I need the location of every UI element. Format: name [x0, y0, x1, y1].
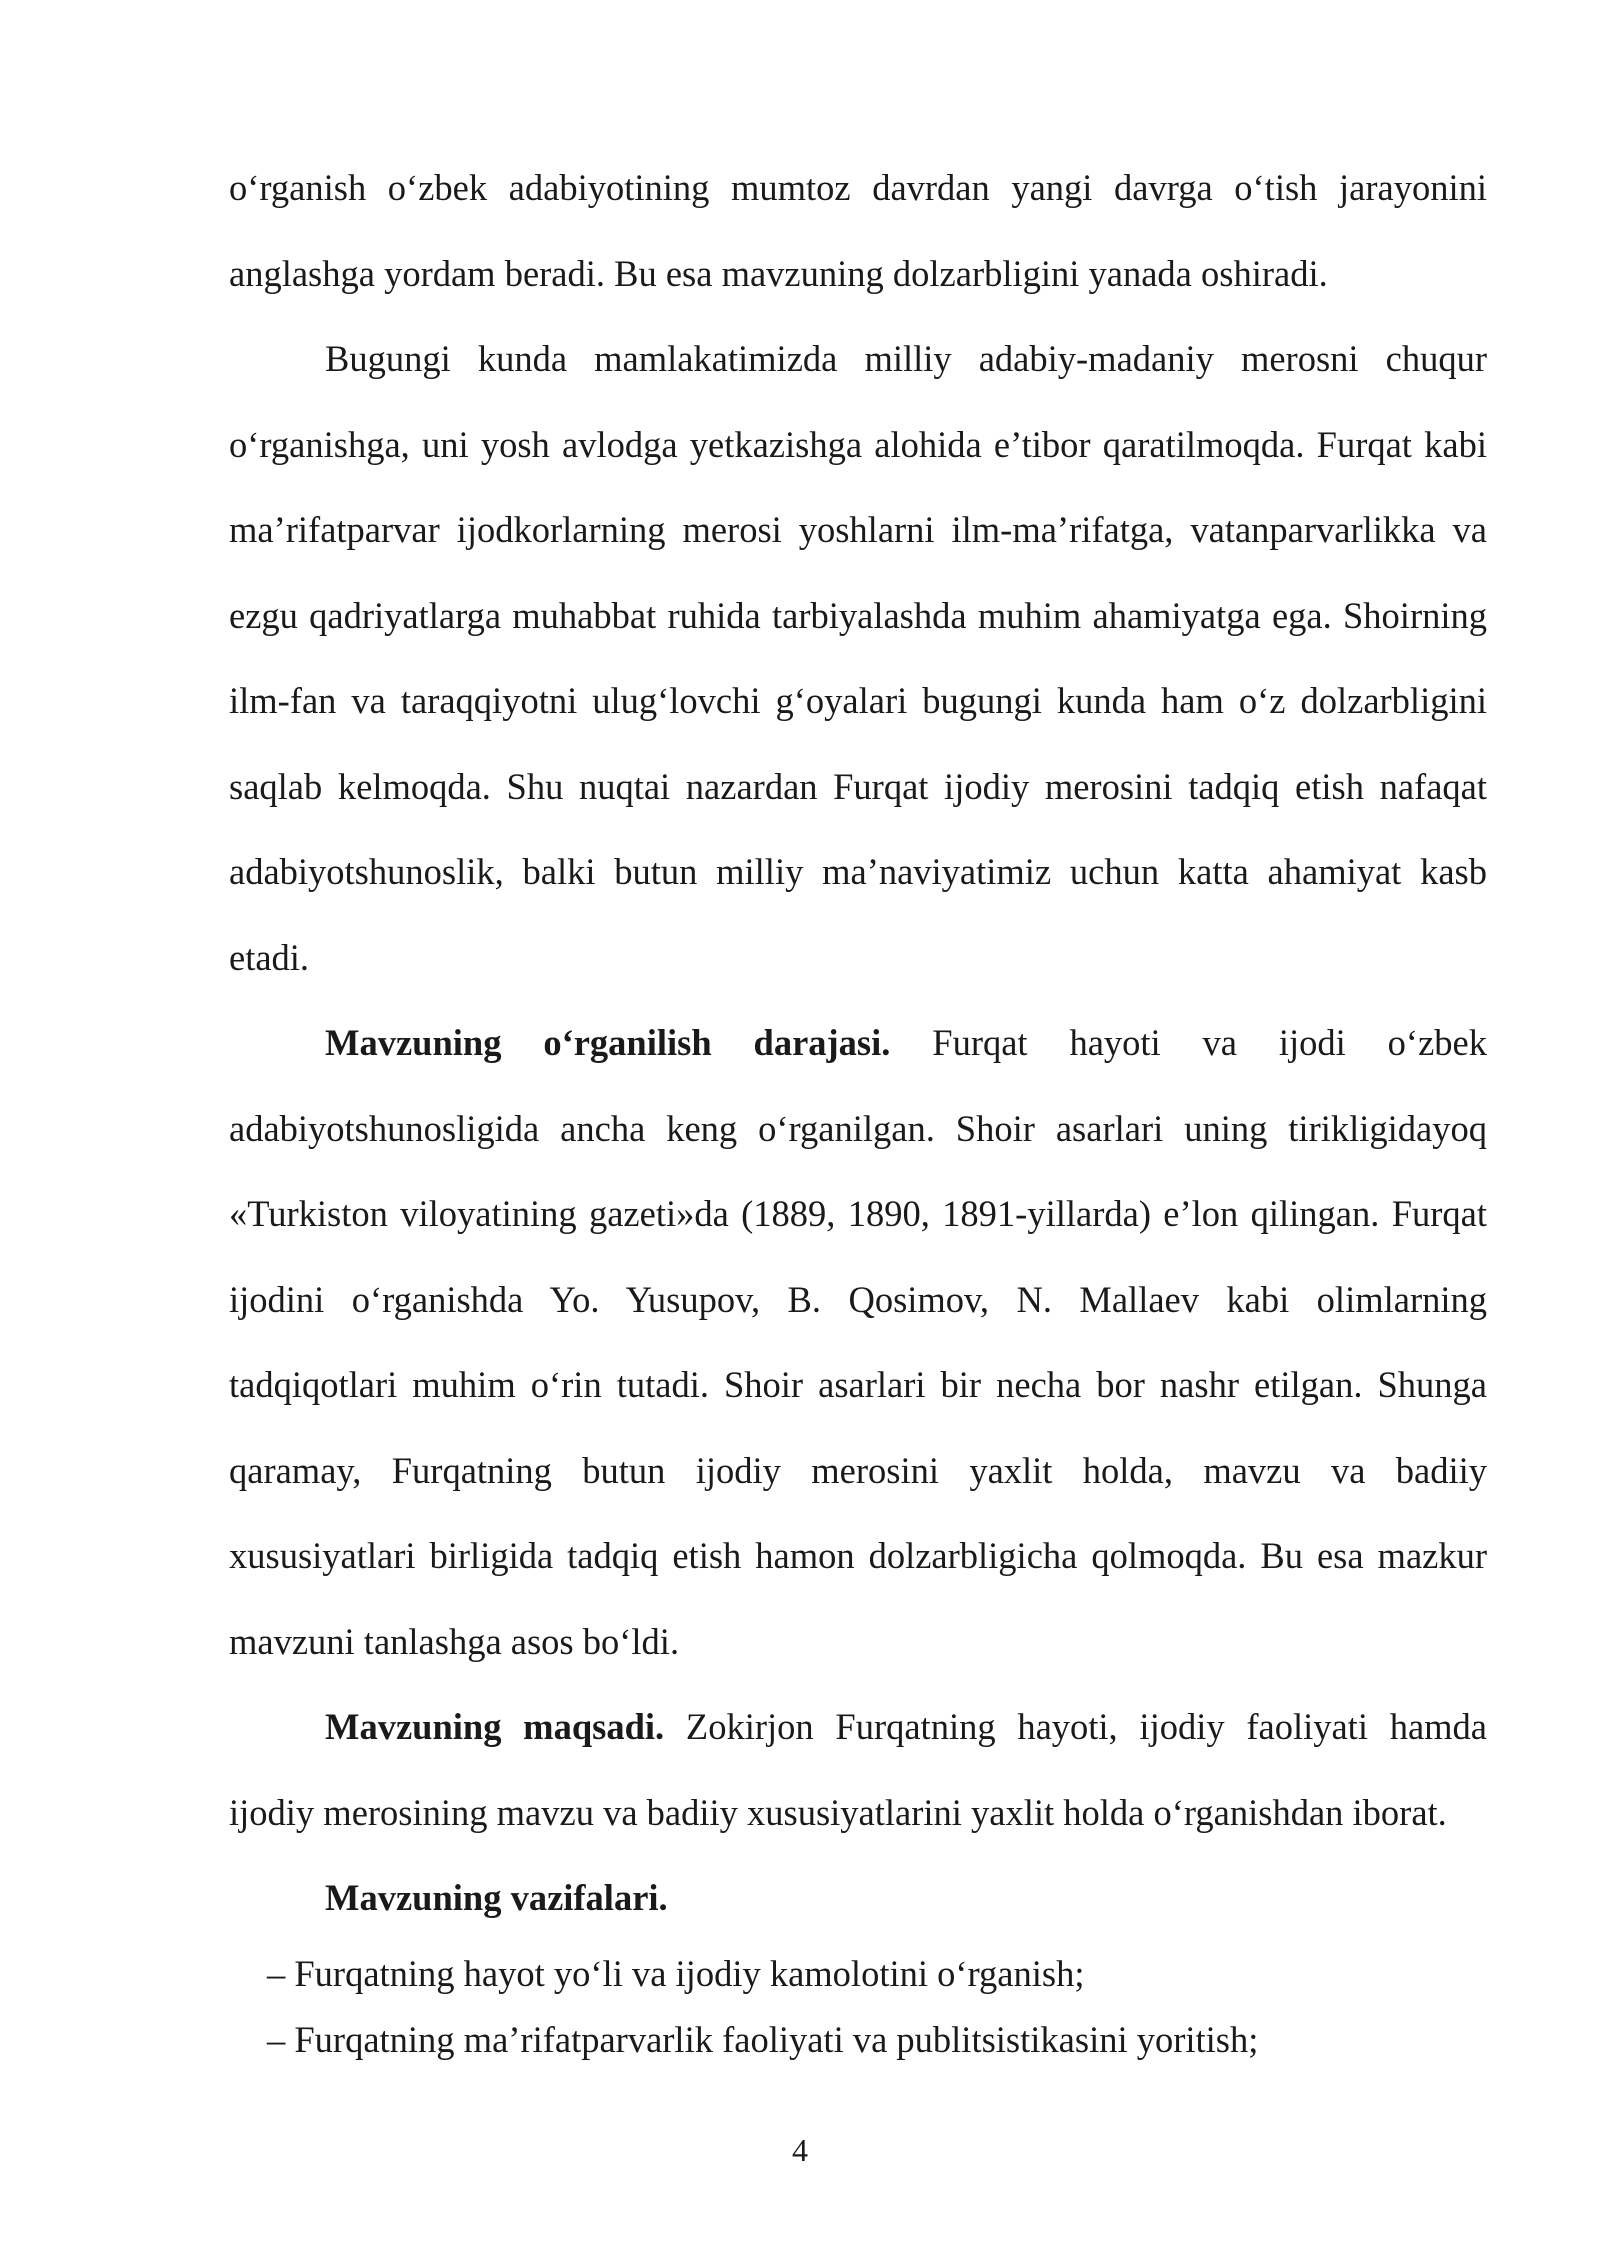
page-number: 4	[792, 2132, 808, 2168]
paragraph-tasks-heading	[229, 1855, 1487, 1941]
heading-goal: Mavzuning maqsadi.	[325, 1706, 665, 1747]
paragraph-relevance: Bugungi kunda mamlakatimizda milliy adabiy-madaniy merosni chuqur o‘rganishga, uni yosh avlodga yetkazishga alohida e’tibor qaratilmoqda. Furqat kabi ma’rifatparvar ijodkorlarning merosi yoshlarni ilm-ma’rifatga, vatanparvarlikka va ezgu qadriyatlarga muhabbat ruhida tarbiyalashda muhim ahamiyatga ega. Shoirning ilm-fan va taraqqiyotni ulug‘lovchi g‘oyalari bugungi kunda ham o‘z dolzarbligini saqlab kelmoqda. Shu nuqtai nazardan Furqat ijodiy merosini tadqiq etish nafaqat adabiyotshunoslik, balki butun milliy ma’naviyatimiz uchun katta ahamiyat kasb etadi.	[229, 338, 1487, 978]
paragraph-goal	[229, 1684, 1487, 1855]
paragraph-intro-continuation: o‘rganish o‘zbek adabiyotining mumtoz davrdan yangi davrga o‘tish jarayonini anglashga yordam beradi. Bu esa mavzuning dolzarbligini yanada oshiradi.	[229, 167, 1487, 294]
tasks-list	[229, 1941, 1487, 2073]
text-goal: Zokirjon Furqatning hayoti, ijodiy faoliyati hamda ijodiy merosining mavzu va badiiy xususiyatlarini yaxlit holda o‘rganishdan iborat.	[229, 1706, 1488, 1833]
text-study-level: Furqat hayoti va ijodi o‘zbek adabiyotshunosligida ancha keng o‘rganilgan. Shoir asarlari uning tirikligidayoq «Turkiston viloyatining gazeti»da (1889, 1890, 1891-yillarda) e’lon qilingan. Furqat ijodini o‘rganishda Yo. Yusupov, B. Qosimov, N. Mallaev kabi olimlarning tadqiqotlari muhim o‘rin tutadi. Shoir asarlari bir necha bor nashr etilgan. Shunga qaramay, Furqatning butun ijodiy merosini yaxlit holda, mavzu va badiiy xususiyatlari birligida tadqiq etish hamon dolzarbligicha qolmoqda. Bu esa mazkur mavzuni tanlashga asos bo‘ldi.	[229, 1022, 1487, 1662]
paragraph-study-level	[229, 1000, 1487, 1684]
heading-study-level: Mavzuning o‘rganilish darajasi.	[325, 1022, 891, 1063]
page-body	[229, 145, 1487, 2073]
heading-tasks: Mavzuning vazifalari.	[325, 1877, 668, 1918]
list-item: – Furqatning ma’rifatparvarlik faoliyati va publitsistikasini yoritish;	[267, 2018, 1259, 2060]
list-item: – Furqatning hayot yo‘li va ijodiy kamolotini o‘rganish;	[267, 1952, 1085, 1994]
